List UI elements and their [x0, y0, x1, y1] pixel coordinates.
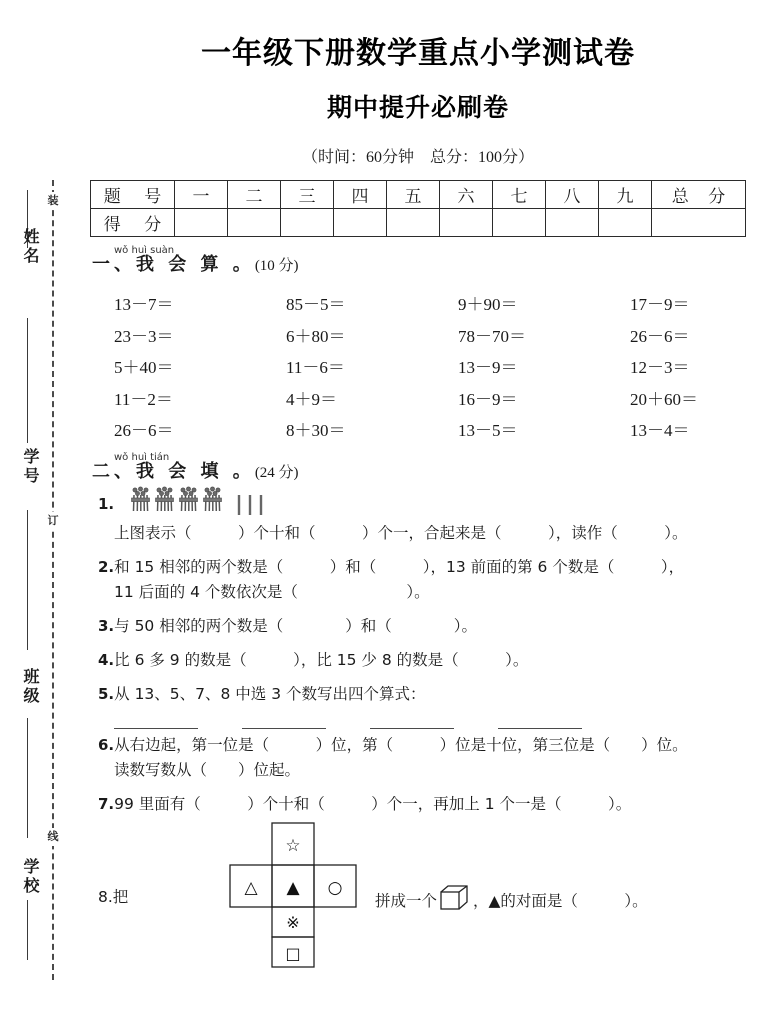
- score-row-label-score: 得 分: [91, 209, 175, 237]
- section-2-heading: [92, 451, 750, 484]
- score-col-total: 总 分: [652, 181, 746, 209]
- question-6-number: 6.: [98, 735, 115, 754]
- score-cell-5[interactable]: [387, 209, 440, 237]
- section-2: [86, 451, 750, 971]
- question-3-number: 3.: [98, 616, 115, 635]
- question-7-text[interactable]: 99 里面有（ ）个十和（ ）个一，再加上 1 个一是（ ）。: [114, 794, 632, 813]
- score-cell-3[interactable]: [281, 209, 334, 237]
- calc-problem[interactable]: 8＋30＝: [286, 421, 346, 440]
- margin-rule: [27, 718, 28, 838]
- question-8: [92, 821, 750, 971]
- score-cell-total[interactable]: [652, 209, 746, 237]
- table-row-scores: [91, 209, 746, 237]
- answer-blank-line[interactable]: [498, 728, 582, 729]
- stick-bundle-icon: [154, 486, 175, 517]
- margin-label-name: 姓名: [21, 228, 40, 266]
- cube-3d-icon: [440, 885, 470, 919]
- calc-problem[interactable]: 26－6＝: [630, 326, 690, 346]
- section-1-pinyin: wǒ huì suàn: [114, 245, 175, 256]
- question-3: [92, 614, 750, 639]
- calc-problem[interactable]: 9＋90＝: [458, 295, 518, 314]
- calc-problem[interactable]: 6＋80＝: [286, 326, 346, 346]
- stick-bundle-icon: [202, 486, 223, 517]
- stick-bundle-icon: [130, 486, 151, 517]
- question-2-line2[interactable]: 11 后面的 4 个数依次是（ ）。: [114, 582, 430, 601]
- table-row-header: [91, 181, 746, 209]
- cube-net-figure: [216, 821, 376, 974]
- page-subtitle: 期中提升必刷卷: [326, 93, 509, 122]
- single-sticks-icon: [235, 493, 269, 517]
- question-4-text[interactable]: 比 6 多 9 的数是（ ），比 15 少 8 的数是（ ）。: [114, 650, 529, 669]
- calc-problem[interactable]: 23－3＝: [114, 326, 174, 346]
- question-8-number: 8.: [98, 887, 113, 906]
- calc-problem[interactable]: 13－7＝: [114, 295, 174, 314]
- margin-label-id: 学号: [21, 448, 40, 486]
- score-cell-9[interactable]: [599, 209, 652, 237]
- score-cell-7[interactable]: [493, 209, 546, 237]
- question-2: [92, 555, 750, 580]
- stick-bundle-icon: [178, 486, 199, 517]
- margin-label-class: 班级: [21, 668, 40, 706]
- question-1-number: 1.: [98, 494, 115, 513]
- score-row-label-question: 题 号: [91, 181, 175, 209]
- question-5-answer-lines: [92, 728, 750, 729]
- question-7-number: 7.: [98, 794, 115, 813]
- calc-problem[interactable]: 78－70＝: [458, 326, 526, 346]
- question-1-figure: [92, 491, 750, 517]
- section-2-title: 我 会 填 。: [136, 460, 255, 482]
- score-cell-8[interactable]: [546, 209, 599, 237]
- binding-margin: [0, 0, 78, 1024]
- binding-char-zhuang: 装: [44, 192, 62, 210]
- calc-problem[interactable]: 17－9＝: [630, 295, 690, 314]
- score-col-1: 一: [175, 181, 228, 209]
- question-5-text[interactable]: 从 13、5、7、8 中选 3 个数写出四个算式：: [114, 684, 426, 703]
- calc-problem[interactable]: 11－6＝: [286, 358, 345, 377]
- score-cell-6[interactable]: [440, 209, 493, 237]
- section-1-points: (10 分): [254, 258, 299, 274]
- score-cell-2[interactable]: [228, 209, 281, 237]
- binding-dashed-line: [52, 180, 54, 980]
- answer-blank-line[interactable]: [242, 728, 326, 729]
- exam-page: [78, 0, 768, 1024]
- question-3-text[interactable]: 与 50 相邻的两个数是（ ）和（ ）。: [114, 616, 477, 635]
- calc-problem[interactable]: 12－3＝: [630, 358, 690, 377]
- section-2-points: (24 分): [254, 464, 299, 481]
- score-cell-1[interactable]: [175, 209, 228, 237]
- score-table: [90, 180, 746, 237]
- calc-problem[interactable]: 85－5＝: [286, 295, 346, 314]
- calc-problem[interactable]: 16－9＝: [458, 389, 518, 409]
- question-8-suffix[interactable]: ，▲的对面是（ ）。: [473, 892, 648, 910]
- margin-rule: [27, 510, 28, 650]
- binding-char-xian: 线: [44, 828, 62, 846]
- section-1: [86, 245, 750, 447]
- net-face-right: ○: [327, 877, 343, 898]
- score-col-3: 三: [281, 181, 334, 209]
- question-6-line1[interactable]: 从右边起，第一位是（ ）位，第（ ）位是十位，第三位是（ ）位。: [114, 735, 688, 754]
- answer-blank-line[interactable]: [114, 728, 198, 729]
- question-4: [92, 648, 750, 673]
- section-2-index: 二、: [92, 460, 136, 482]
- question-5: [92, 682, 750, 707]
- question-4-number: 4.: [98, 650, 115, 669]
- page-title: 一年级下册数学重点小学测试卷: [201, 36, 635, 71]
- calc-problem[interactable]: 13－4＝: [630, 421, 690, 440]
- score-col-5: 五: [387, 181, 440, 209]
- calc-problem[interactable]: 5＋40＝: [114, 358, 174, 377]
- section-1-index: 一、: [92, 254, 136, 275]
- calc-problem[interactable]: 20＋60＝: [630, 389, 698, 409]
- score-col-2: 二: [228, 181, 281, 209]
- net-face-left: △: [244, 877, 258, 898]
- margin-rule: [27, 318, 28, 443]
- exam-meta: （时间：60分钟 总分：100分）: [301, 149, 534, 166]
- net-face-lower: ※: [286, 912, 300, 932]
- question-8-prefix: 把: [112, 887, 129, 906]
- margin-label-school: 学校: [21, 858, 40, 896]
- question-2-line1[interactable]: 和 15 相邻的两个数是（ ）和（ ），13 前面的第 6 个数是（ ），: [114, 557, 685, 576]
- question-7: [92, 792, 750, 817]
- question-8-middle: 拼成一个: [375, 892, 438, 910]
- net-face-top: ☆: [285, 835, 301, 856]
- question-6: [92, 733, 750, 758]
- section-1-heading: [92, 245, 750, 277]
- score-col-6: 六: [440, 181, 493, 209]
- question-8-prefix-group: [98, 885, 128, 910]
- question-6-line2[interactable]: 读数写数从（ ）位起。: [114, 760, 301, 779]
- calc-problem[interactable]: 11－2＝: [114, 389, 173, 409]
- margin-rule: [27, 900, 28, 960]
- score-col-4: 四: [334, 181, 387, 209]
- section-2-pinyin: wǒ huì tián: [114, 451, 170, 463]
- calc-problem[interactable]: 26－6＝: [114, 421, 174, 440]
- net-face-center: ▲: [286, 877, 300, 898]
- arithmetic-grid: [92, 289, 750, 447]
- score-col-7: 七: [493, 181, 546, 209]
- score-cell-4[interactable]: [334, 209, 387, 237]
- calc-problem[interactable]: 4＋9＝: [286, 389, 337, 409]
- question-5-number: 5.: [98, 684, 115, 703]
- binding-char-ding: 订: [44, 512, 62, 530]
- question-2-number: 2.: [98, 557, 115, 576]
- calc-problem[interactable]: 13－5＝: [458, 421, 518, 440]
- answer-blank-line[interactable]: [370, 728, 454, 729]
- question-1-text[interactable]: 上图表示（ ）个十和（ ）个一，合起来是（ ），读作（ ）。: [114, 523, 688, 542]
- question-8-tail: [375, 885, 648, 919]
- score-col-9: 九: [599, 181, 652, 209]
- net-face-bottom: □: [285, 943, 301, 963]
- section-1-title: 我 会 算 。: [136, 254, 255, 275]
- score-col-8: 八: [546, 181, 599, 209]
- calc-problem[interactable]: 13－9＝: [458, 358, 518, 377]
